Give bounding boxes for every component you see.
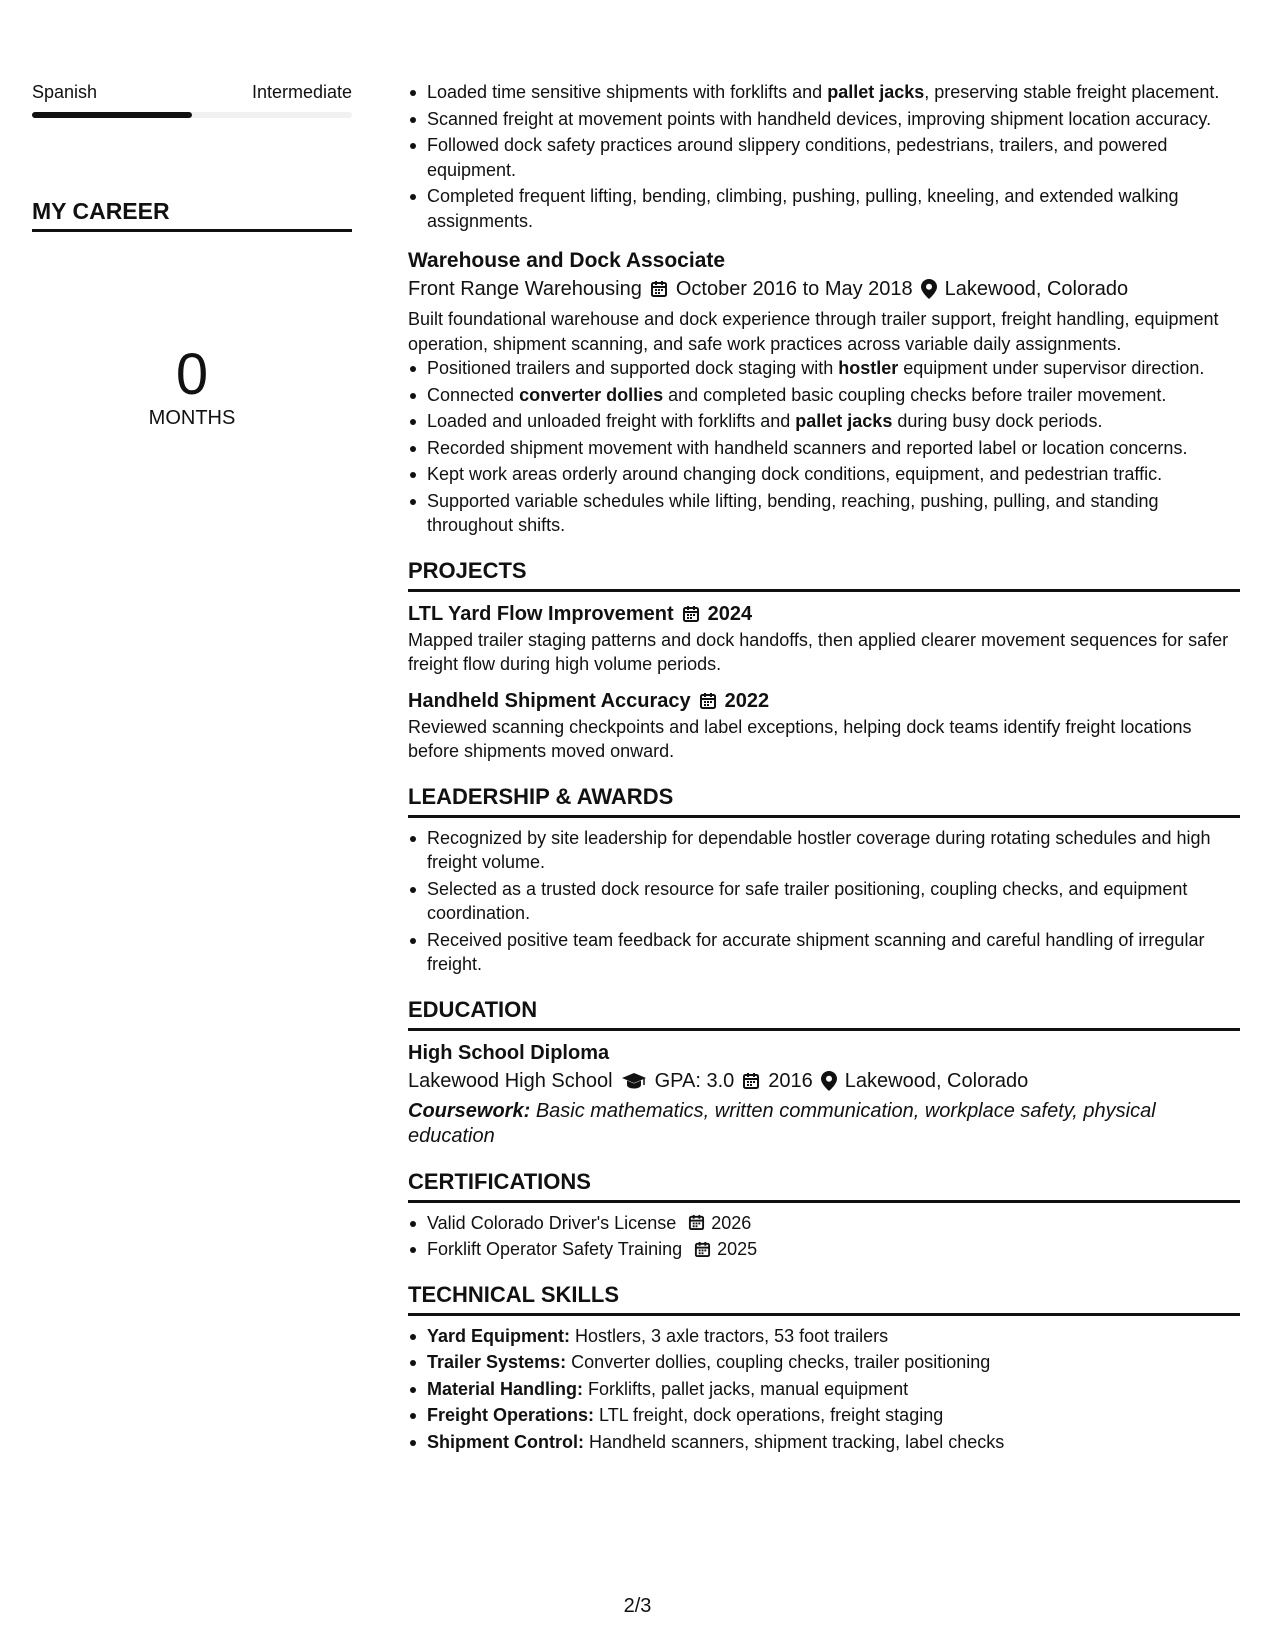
language-proficiency-fill <box>32 112 192 118</box>
project-title: Handheld Shipment Accuracy <box>408 689 691 712</box>
education-school: Lakewood High School <box>408 1069 613 1092</box>
map-pin-icon <box>821 1071 837 1091</box>
education-degree: High School Diploma <box>408 1041 610 1064</box>
language-level: Intermediate <box>251 82 352 102</box>
skill-label: Shipment Control: <box>427 1431 584 1452</box>
job-dates: October 2016 to May 2018 <box>675 278 913 300</box>
career-stat <box>32 344 352 430</box>
skill-value: Handheld scanners, shipment tracking, label checks <box>589 1431 1005 1452</box>
skills-heading: TECHNICAL SKILLS <box>408 1280 1240 1316</box>
project-title: LTL Yard Flow Improvement <box>408 602 674 625</box>
certification-name: Valid Colorado Driver's License <box>427 1212 677 1233</box>
awards-heading: LEADERSHIP & AWARDS <box>408 782 1240 818</box>
prev-job-bullets <box>408 80 1240 233</box>
skill-value: Forklifts, pallet jacks, manual equipment <box>588 1378 909 1399</box>
calendar-icon <box>682 605 700 623</box>
career-unit: MONTHS <box>148 407 236 429</box>
calendar-icon <box>694 1241 711 1258</box>
list-item: Recorded shipment movement with handheld scanners and reported label or location concerns. <box>408 436 1240 461</box>
list-item <box>408 1237 1240 1262</box>
project-year: 2022 <box>724 689 770 712</box>
certifications-list <box>408 1211 1240 1262</box>
list-item: Loaded and unloaded freight with forklifts and pallet jacks during busy dock periods. <box>408 409 1240 434</box>
job-summary: Built foundational warehouse and dock experience through trailer support, freight handling, equipment operation, shipment scanning, and safe work practices across variable daily assignments. <box>408 309 1219 354</box>
education-year: 2016 <box>768 1069 813 1092</box>
project-title-row <box>408 687 1240 715</box>
graduation-cap-icon <box>621 1072 647 1090</box>
skill-value: Converter dollies, coupling checks, trailer positioning <box>571 1352 991 1372</box>
skill-value: LTL freight, dock operations, freight staging <box>599 1405 944 1425</box>
job-title: Warehouse and Dock Associate <box>408 249 726 272</box>
list-item: Connected converter dollies and completed basic coupling checks before trailer movement. <box>408 383 1240 408</box>
awards-list <box>408 826 1240 977</box>
certification-name: Forklift Operator Safety Training <box>427 1239 683 1259</box>
project-title-row <box>408 600 1240 628</box>
skill-label: Yard Equipment: <box>427 1325 571 1346</box>
calendar-icon <box>650 280 668 298</box>
list-item <box>408 1211 1240 1236</box>
skill-value: Hostlers, 3 axle tractors, 53 foot trailers <box>575 1325 889 1346</box>
page-number: 2/3 <box>623 1595 652 1617</box>
list-item <box>408 1403 1240 1428</box>
list-item: Kept work areas orderly around changing dock conditions, equipment, and pedestrian traffic. <box>408 462 1240 487</box>
language-name: Spanish <box>32 82 98 102</box>
list-item: Loaded time sensitive shipments with forklifts and pallet jacks, preserving stable freight placement. <box>408 80 1240 105</box>
skill-label: Freight Operations: <box>427 1405 595 1425</box>
education-heading: EDUCATION <box>408 995 1240 1031</box>
education-location: Lakewood, Colorado <box>844 1069 1029 1092</box>
list-item: Received positive team feedback for accurate shipment scanning and careful handling of irregular freight. <box>408 928 1240 977</box>
list-item <box>408 1430 1240 1455</box>
list-item: Positioned trailers and supported dock staging with hostler equipment under supervisor direction. <box>408 356 1240 381</box>
job-meta <box>408 275 1240 303</box>
list-item <box>408 1324 1240 1349</box>
job-location: Lakewood, Colorado <box>944 278 1129 300</box>
projects-heading: PROJECTS <box>408 556 1240 592</box>
skill-label: Trailer Systems: <box>427 1352 567 1372</box>
project-year: 2024 <box>707 602 753 625</box>
language-proficiency-bar <box>32 112 352 118</box>
education-coursework <box>408 1099 1240 1149</box>
list-item: Scanned freight at movement points with handheld devices, improving shipment location accuracy. <box>408 107 1240 132</box>
sidebar <box>32 80 352 430</box>
certifications-heading: CERTIFICATIONS <box>408 1167 1240 1203</box>
list-item: Supported variable schedules while lifting, bending, reaching, pushing, pulling, and standing throughout shifts. <box>408 489 1240 538</box>
job-company: Front Range Warehousing <box>408 278 642 300</box>
map-pin-icon <box>921 279 937 299</box>
project-description: Mapped trailer staging patterns and dock handoffs, then applied clearer movement sequences for safer freight flow during high volume periods. <box>408 629 1229 674</box>
education-gpa: GPA: 3.0 <box>654 1069 735 1092</box>
skills-list <box>408 1324 1240 1455</box>
career-heading: MY CAREER <box>32 196 352 232</box>
certification-year: 2025 <box>717 1239 758 1259</box>
calendar-icon <box>699 692 717 710</box>
education-meta <box>408 1067 1240 1095</box>
job-bullets <box>408 356 1240 538</box>
list-item <box>408 1350 1240 1375</box>
list-item: Completed frequent lifting, bending, climbing, pushing, pulling, kneeling, and extended walking assignments. <box>408 184 1240 233</box>
calendar-icon <box>688 1214 705 1231</box>
career-value: 0 <box>175 342 209 407</box>
language-row <box>32 80 352 104</box>
certification-year: 2026 <box>711 1212 752 1233</box>
project-description: Reviewed scanning checkpoints and label exceptions, helping dock teams identify freight locations before shipments moved onward. <box>408 716 1192 761</box>
coursework-text: Basic mathematics, written communication, workplace safety, physical education <box>408 1099 1156 1147</box>
calendar-icon <box>742 1072 760 1090</box>
list-item: Followed dock safety practices around slippery conditions, pedestrians, trailers, and powered equipment. <box>408 133 1240 182</box>
skill-label: Material Handling: <box>427 1378 584 1399</box>
list-item: Selected as a trusted dock resource for safe trailer positioning, coupling checks, and equipment coordination. <box>408 877 1240 926</box>
list-item <box>408 1377 1240 1402</box>
list-item: Recognized by site leadership for dependable hostler coverage during rotating schedules and high freight volume. <box>408 826 1240 875</box>
coursework-label: Coursework: <box>408 1099 531 1122</box>
main-content <box>408 80 1240 1456</box>
